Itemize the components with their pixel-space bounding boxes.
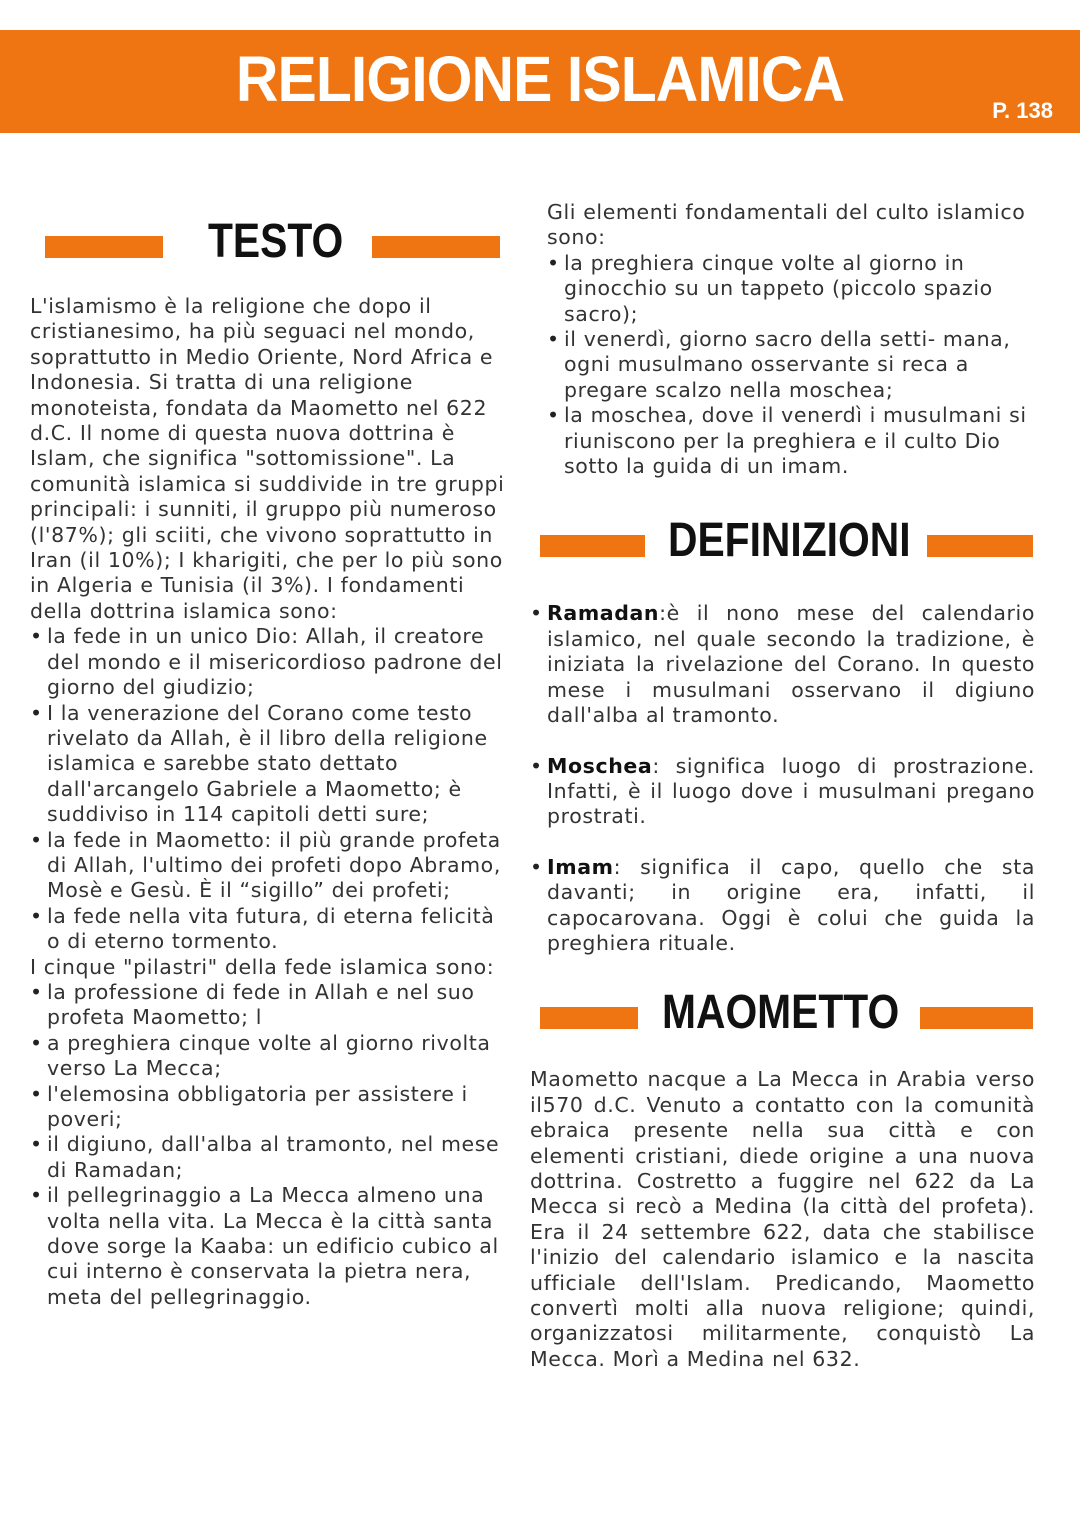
- definizioni-list: [530, 601, 1035, 956]
- definition-item: • Imam: significa il capo, quello che sta davanti; in origine era, infatti, il capocarovana. Oggi è colui che guida la preghiera rituale.: [530, 855, 1035, 957]
- heading-bar-left: [540, 535, 645, 557]
- right-column: [530, 200, 1035, 1372]
- list-item: • a preghiera cinque volte al giorno rivolta verso La Mecca;: [30, 1031, 510, 1082]
- pilastri-list: [30, 980, 510, 1310]
- definizioni-heading-label: DEFINIZIONI: [668, 514, 911, 568]
- definizioni-heading: [530, 509, 1035, 581]
- heading-bar-right: [372, 236, 500, 258]
- page-title: RELIGIONE ISLAMICA: [235, 43, 845, 115]
- culto-list: [547, 251, 1035, 480]
- fondamenti-list: [30, 624, 510, 954]
- definition-text: significa luogo di prostrazione. Infatti, è il luogo dove i musulmani pregano prostrati.: [547, 753, 1035, 829]
- definition-item: • Moschea: significa luogo di prostrazione. Infatti, è il luogo dove i musulmani pregano prostrati.: [530, 754, 1035, 830]
- testo-section: [30, 210, 510, 1310]
- list-item: • il digiuno, dall'alba al tramonto, nel mese di Ramadan;: [30, 1132, 510, 1183]
- definition-item: • Ramadan:è il nono mese del calendario islamico, nel quale secondo la tradizione, è iniziata la rivelazione del Corano. In questo mese i musulmani osservano il digiuno dall'alba al tramonto.: [530, 601, 1035, 728]
- maometto-heading: [530, 981, 1035, 1053]
- definition-term: Moschea: [547, 753, 653, 778]
- testo-heading-label: TESTO: [208, 215, 344, 268]
- list-item: • la moschea, dove il venerdì i musulmani si riuniscono per la preghiera e il culto Dio sotto la guida di un imam.: [547, 403, 1035, 479]
- definition-text: è il nono mese del calendario islamico, nel quale secondo la tradizione, è iniziata la rivelazione del Corano. In questo mese i musulmani osservano il digiuno dall'alba al tramonto.: [547, 601, 1035, 728]
- definition-term: Imam: [547, 854, 614, 879]
- definition-term: Ramadan: [547, 601, 660, 626]
- list-item: • il pellegrinaggio a La Mecca almeno una volta nella vita. La Mecca è la città santa dove sorge la Kaaba: un edificio cubico al cui interno è conservata la pietra nera, meta del pellegrinaggio.: [30, 1183, 510, 1310]
- maometto-text: Maometto nacque a La Mecca in Arabia verso il570 d.C. Venuto a contatto con la comunità ebraica presente nella sua città e con elementi cristiani, diede origine a una nuova dottrina. Costretto a fuggire nel 622 da La Mecca si recò a Medina (la città del profeta). Era il 24 settembre 622, data che stabilisce l'inizio del calendario islamico e la nascita ufficiale dell'Islam. Predicando, Maometto convertì molti alla nuova religione; quindi, organizzatosi militarmente, conquistò La Mecca. Morì a Medina nel 632.: [530, 1067, 1035, 1371]
- list-item: • la fede nella vita futura, di eterna felicità o di eterno tormento.: [30, 904, 510, 955]
- list-item: • la fede in un unico Dio: Allah, il creatore del mondo e il misericordioso padrone del giorno del giudizio;: [30, 624, 510, 700]
- culto-intro: Gli elementi fondamentali del culto islamico sono:: [547, 200, 1026, 250]
- list-item: • la fede in Maometto: il più grande profeta di Allah, l'ultimo dei profeti dopo Abramo, Mosè e Gesù. È il “sigillo” dei profeti;: [30, 828, 510, 904]
- heading-bar-right: [920, 1007, 1033, 1029]
- culto-section: [530, 200, 1035, 479]
- heading-bar-left: [45, 236, 163, 258]
- testo-heading: [30, 210, 510, 282]
- title-banner: [0, 30, 1080, 133]
- list-item: • I la venerazione del Corano come testo rivelato da Allah, è il libro della religione islamica e sarebbe stato dettato dall'arcangelo Gabriele a Maometto; è suddiviso in 114 capitoli detti sure;: [30, 701, 510, 828]
- list-item: • l'elemosina obbligatoria per assistere i poveri;: [30, 1082, 510, 1133]
- list-item: • la professione di fede in Allah e nel suo profeta Maometto; l: [30, 980, 510, 1031]
- page-reference: P. 138: [992, 98, 1053, 123]
- pilastri-intro: I cinque "pilastri" della fede islamica sono:: [30, 954, 495, 979]
- maometto-heading-label: MAOMETTO: [662, 986, 900, 1040]
- definition-text: significa il capo, quello che sta davanti; in origine era, infatti, il capocarovana. Oggi è colui che guida la preghiera rituale.: [547, 854, 1035, 955]
- list-item: • la preghiera cinque volte al giorno in ginocchio su un tappeto (piccolo spazio sacro);: [547, 251, 1035, 327]
- heading-bar-right: [927, 535, 1033, 557]
- heading-bar-left: [540, 1007, 638, 1029]
- testo-intro: L'islamismo è la religione che dopo il cristianesimo, ha più seguaci nel mondo, soprattutto in Medio Oriente, Nord Africa e Indonesia. Si tratta di una religione monoteista, fondata da Maometto nel 622 d.C. Il nome di questa nuova dottrina è Islam, che significa "sottomissione". La comunità islamica si suddivide in tre gruppi principali: i sunniti, il gruppo più numeroso (l'87%); gli sciiti, che vivono soprattutto in Iran (il 10%); I kharigiti, che per lo più sono in Algeria e Tunisia (il 3%). I fondamenti della dottrina islamica sono:: [30, 294, 505, 623]
- list-item: • il venerdì, giorno sacro della setti- mana, ogni musulmano osservante si reca a pregare scalzo nella moschea;: [547, 327, 1035, 403]
